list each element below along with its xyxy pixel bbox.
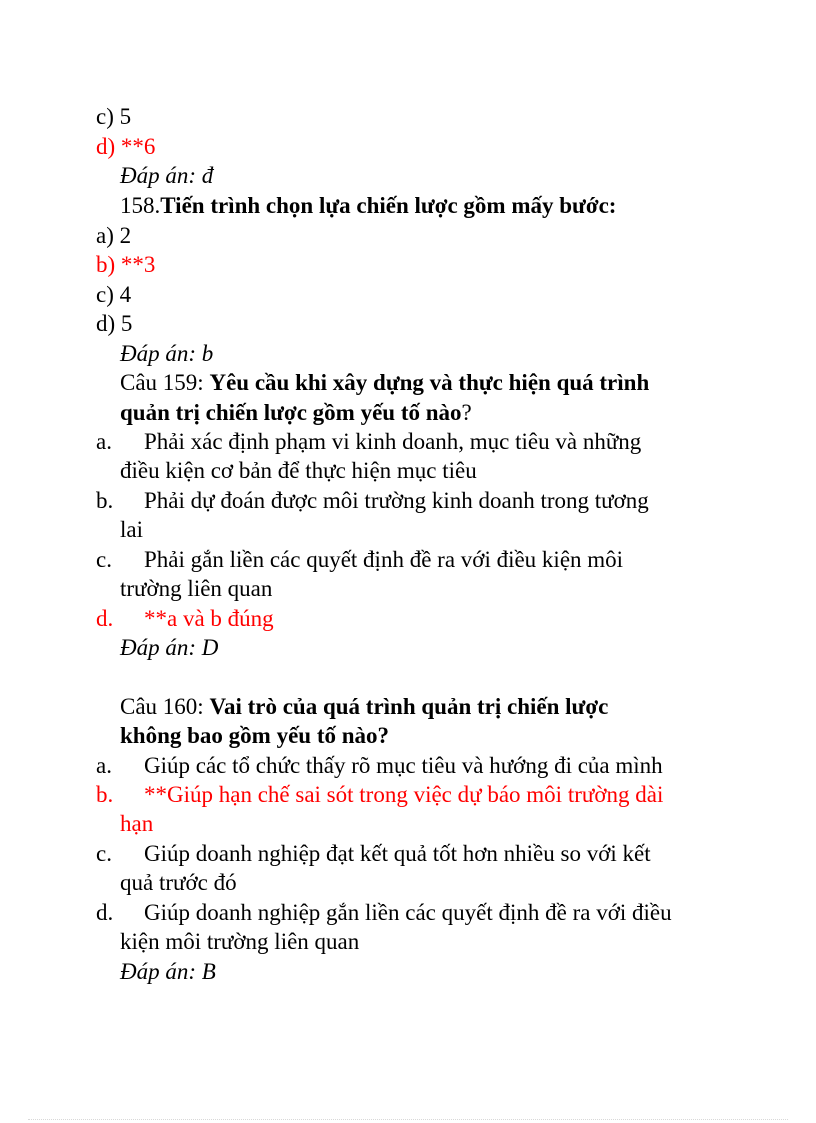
q159-option-d-correct <box>96 604 274 633</box>
q160-option-b-cont: hạn <box>120 811 154 836</box>
q160-option-d <box>96 898 672 927</box>
q158-question-text: Tiến trình chọn lựa chiến lược gồm mấy bước: <box>160 193 617 218</box>
q159-option-b <box>96 486 649 515</box>
q159-question-text-2: quản trị chiến lược gồm yếu tố nào <box>120 400 462 425</box>
q158-option-b-correct: b) **3 <box>96 252 156 277</box>
q160-answer: Đáp án: B <box>120 959 216 984</box>
q159-question-text-1: Yêu cầu khi xây dựng và thực hiện quá trình <box>209 370 650 395</box>
q160-option-c <box>96 839 651 868</box>
q159-option-c <box>96 545 623 574</box>
q157-option-d-correct: d) **6 <box>96 134 156 159</box>
q160-option-c-text: Giúp doanh nghiệp đạt kết quả tốt hơn nhiều so với kết <box>144 841 651 866</box>
q157-option-c: c) 5 <box>96 104 132 129</box>
q159-option-b-cont: lai <box>120 517 143 542</box>
q159-option-a-marker: a. <box>96 429 112 454</box>
q158-option-a: a) 2 <box>96 223 132 248</box>
q159-option-b-text: Phải dự đoán được môi trường kinh doanh trong tương <box>144 488 649 513</box>
q159-prefix: Câu 159: <box>120 370 210 395</box>
q159-option-a-text: Phải xác định phạm vi kinh doanh, mục tiêu và những <box>144 429 642 454</box>
q159-option-c-cont: trường liên quan <box>120 576 273 601</box>
q160-question-text-1: Vai trò của quá trình quản trị chiến lược <box>209 694 609 719</box>
q160-option-b-text: **Giúp hạn chế sai sót trong việc dự báo môi trường dài <box>144 782 664 807</box>
q159-option-a <box>96 427 641 456</box>
q160-option-a-marker: a. <box>96 753 112 778</box>
q160-option-a <box>96 751 663 780</box>
q159-option-c-marker: c. <box>96 547 112 572</box>
q157-answer: Đáp án: đ <box>120 163 214 188</box>
q159-answer: Đáp án: D <box>120 635 219 660</box>
page-bottom-divider <box>28 1119 788 1120</box>
q159-option-d-marker: d. <box>96 606 114 631</box>
q159-option-a-cont: điều kiện cơ bản để thực hiện mục tiêu <box>120 458 477 483</box>
q159-question-line2 <box>120 398 472 427</box>
q158-question <box>120 191 616 220</box>
q160-option-a-text: Giúp các tổ chức thấy rõ mục tiêu và hướng đi của mình <box>144 753 663 778</box>
q159-option-b-marker: b. <box>96 488 114 513</box>
q160-option-c-marker: c. <box>96 841 112 866</box>
q159-question-line1 <box>120 368 649 397</box>
q158-option-c: c) 4 <box>96 282 132 307</box>
q160-option-b-correct <box>96 780 663 809</box>
q158-option-d: d) 5 <box>96 311 133 336</box>
q160-prefix: Câu 160: <box>120 694 210 719</box>
q160-option-d-text: Giúp doanh nghiệp gắn liền các quyết định đề ra với điều <box>144 900 672 925</box>
q159-option-c-text: Phải gắn liền các quyết định đề ra với điều kiện môi <box>144 547 624 572</box>
q160-option-d-cont: kiện môi trường liên quan <box>120 929 360 954</box>
q160-question-line1 <box>120 692 608 721</box>
q158-number: 158. <box>120 193 161 218</box>
q160-option-c-cont: quả trước đó <box>120 870 237 895</box>
q159-option-d-text: **a và b đúng <box>144 606 274 631</box>
q158-answer: Đáp án: b <box>120 341 214 366</box>
q160-question-line2: không bao gồm yếu tố nào? <box>120 723 390 748</box>
q160-option-b-marker: b. <box>96 782 114 807</box>
q160-option-d-marker: d. <box>96 900 114 925</box>
q159-question-end: ? <box>461 400 472 425</box>
